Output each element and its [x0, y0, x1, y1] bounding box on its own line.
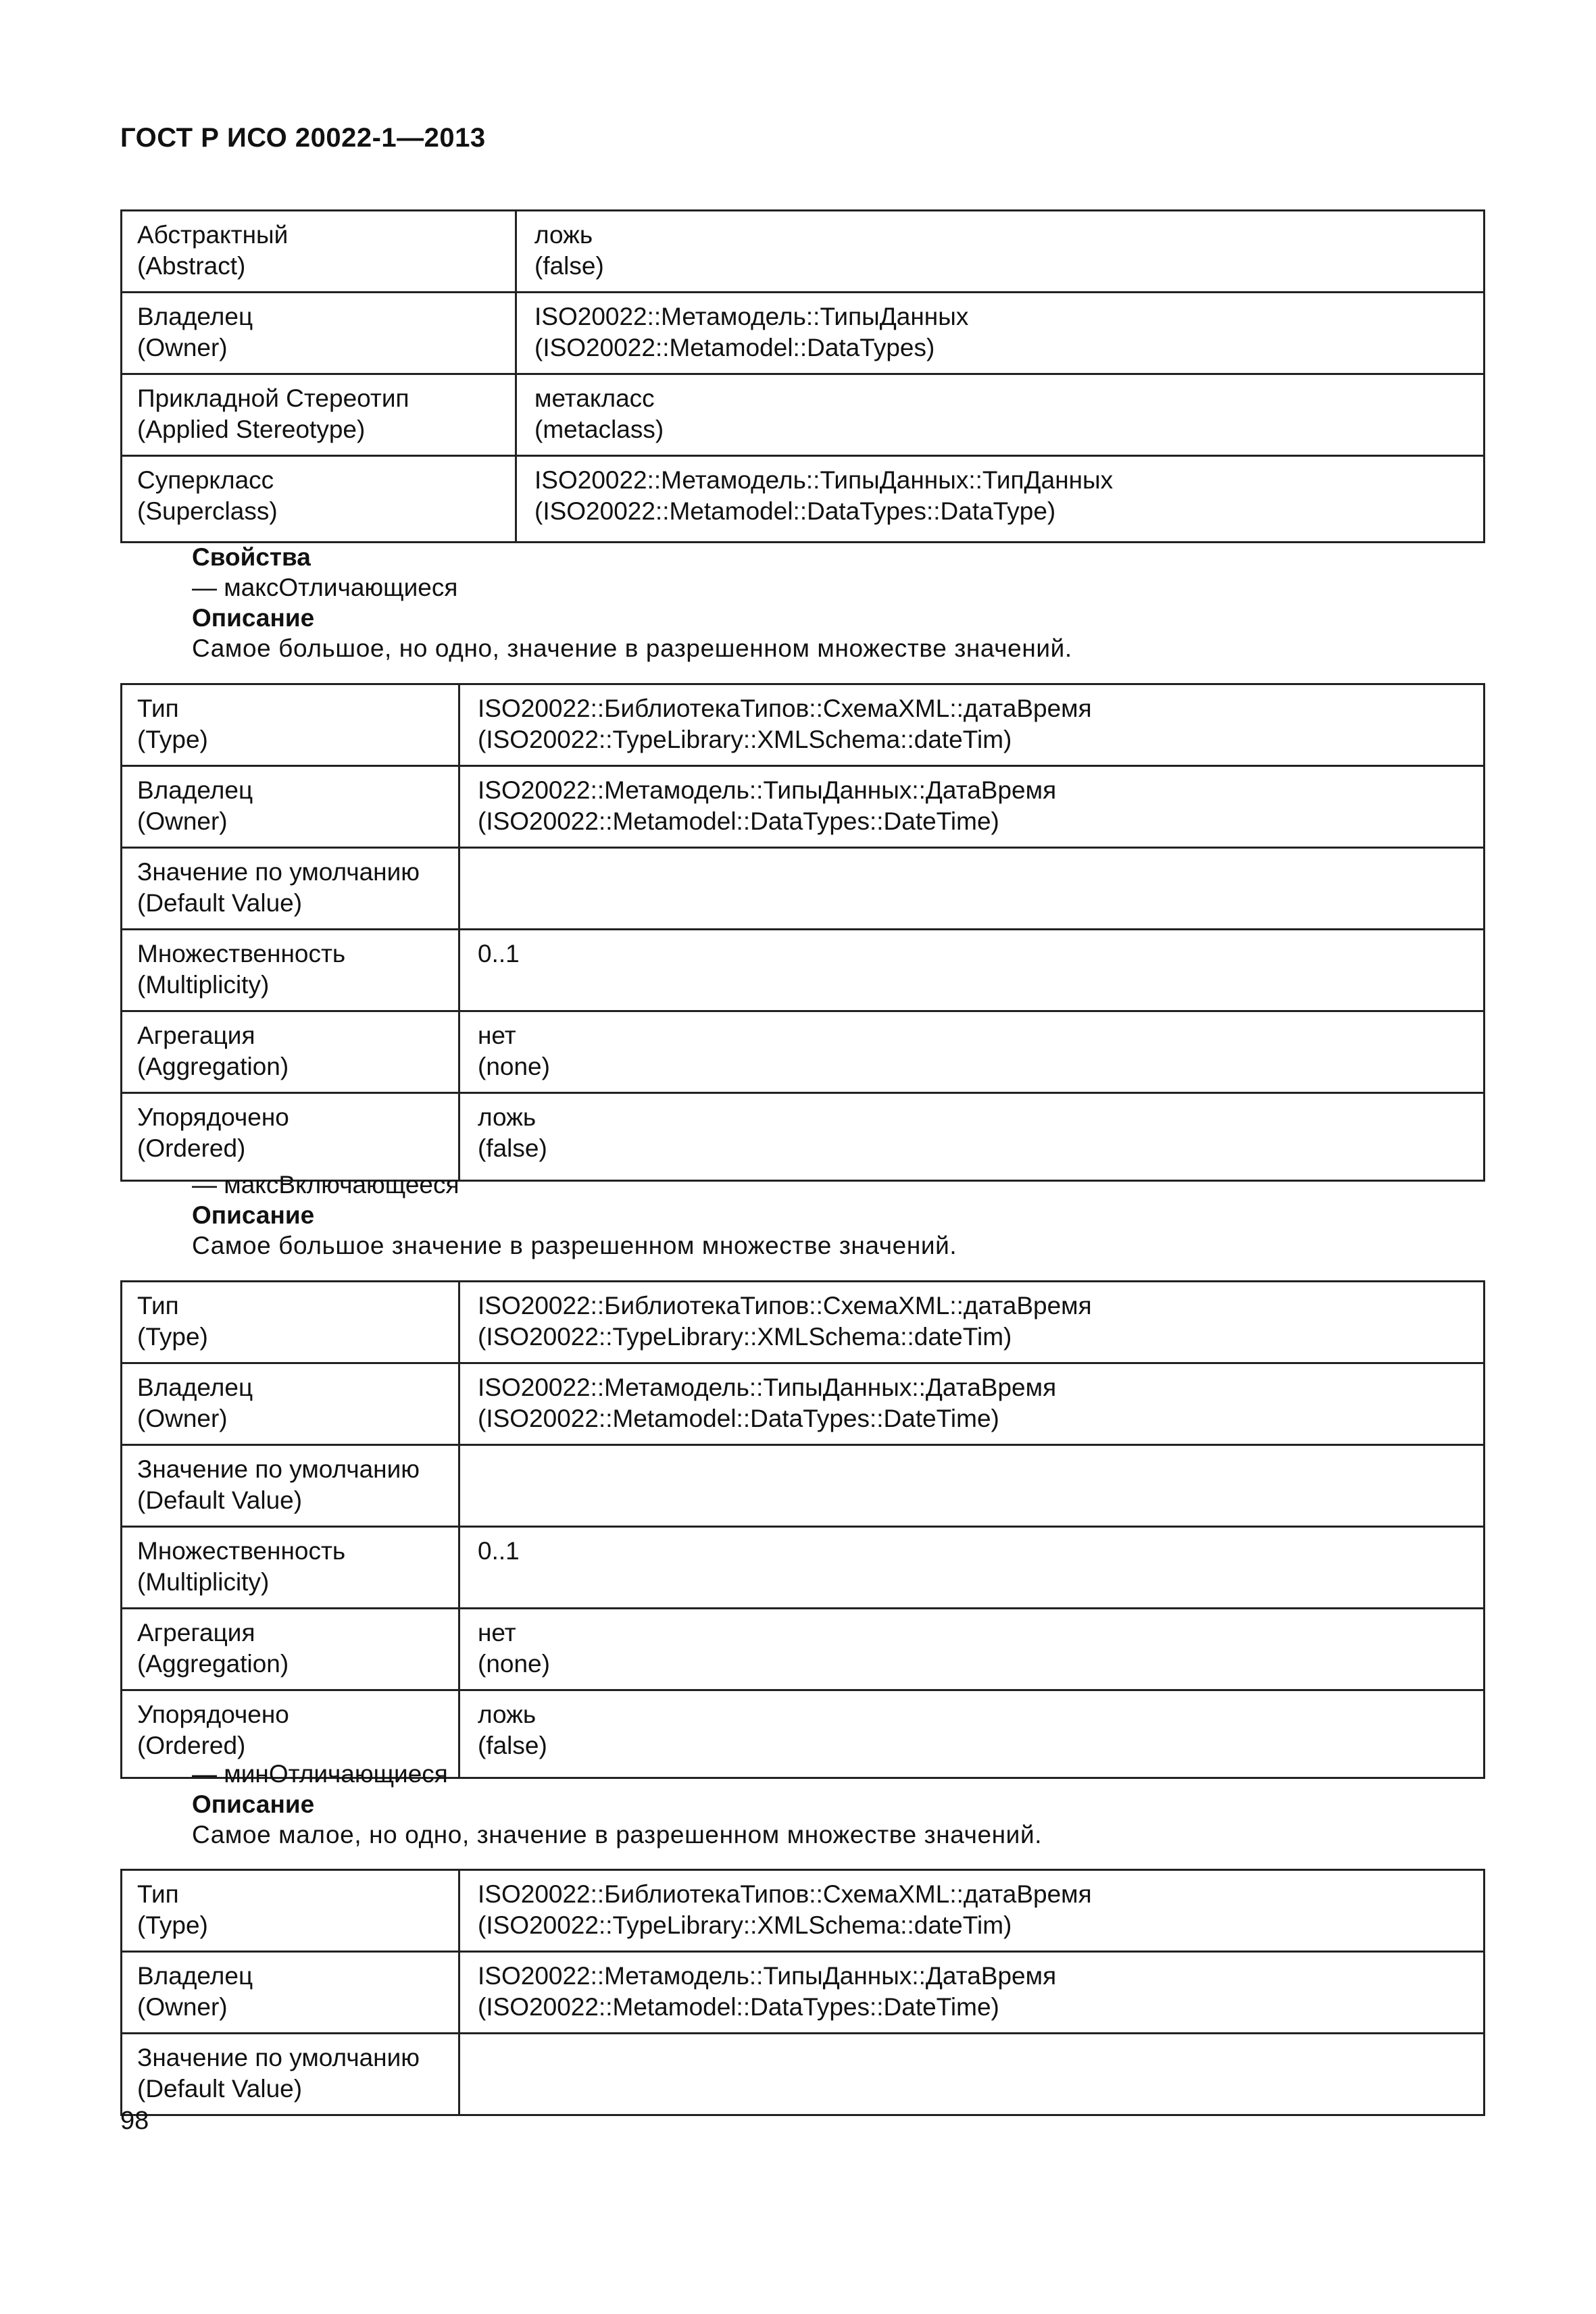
property-name: — максВключающееся [192, 1171, 459, 1199]
table-row [122, 1870, 1485, 1952]
description-text: Самое большое, но одно, значение в разрешенном множестве значений. [192, 634, 1072, 662]
row-label: Тип (Type) [122, 684, 459, 766]
row-label: Владелец (Owner) [122, 1952, 459, 2034]
row-value: ложь (false) [459, 1690, 1485, 1778]
table-row [122, 1445, 1485, 1527]
property-name: — максОтличающиеся [192, 574, 458, 601]
property-section [192, 542, 1072, 663]
table-row [122, 766, 1485, 848]
table-row [122, 848, 1485, 930]
row-value [459, 1445, 1485, 1527]
row-value: ISO20022::Метамодель::ТипыДанных::ТипДанных (ISO20022::Metamodel::DataTypes::DataType) [516, 456, 1485, 543]
description-text: Самое малое, но одно, значение в разрешенном множестве значений. [192, 1821, 1043, 1848]
table-row [122, 1363, 1485, 1445]
row-value: ISO20022::Метамодель::ТипыДанных::ДатаВремя (ISO20022::Metamodel::DataTypes::DateTime) [459, 766, 1485, 848]
row-label: Значение по умолчанию (Default Value) [122, 848, 459, 930]
row-value: метакласс (metaclass) [516, 374, 1485, 456]
row-label: Суперкласс (Superclass) [122, 456, 516, 543]
description-heading: Описание [192, 1790, 315, 1818]
row-value: ISO20022::Метамодель::ТипыДанных::ДатаВремя (ISO20022::Metamodel::DataTypes::DateTime) [459, 1363, 1485, 1445]
row-label: Упорядочено (Ordered) [122, 1690, 459, 1778]
row-value: нет (none) [459, 1011, 1485, 1093]
description-text: Самое большое значение в разрешенном множестве значений. [192, 1232, 957, 1259]
row-label: Агрегация (Aggregation) [122, 1609, 459, 1690]
row-value: 0..1 [459, 1527, 1485, 1609]
table-row [122, 1609, 1485, 1690]
row-value: нет (none) [459, 1609, 1485, 1690]
section-heading: Свойства [192, 543, 311, 571]
table-row [122, 374, 1485, 456]
row-value: ISO20022::БиблиотекаТипов::СхемаXML::датаВремя (ISO20022::TypeLibrary::XMLSchema::dateTim) [459, 684, 1485, 766]
row-value: ложь (false) [459, 1093, 1485, 1181]
table-row [122, 1093, 1485, 1181]
row-label: Значение по умолчанию (Default Value) [122, 2034, 459, 2115]
table-row [122, 211, 1485, 293]
row-label: Прикладной Стереотип (Applied Stereotype) [122, 374, 516, 456]
row-label: Значение по умолчанию (Default Value) [122, 1445, 459, 1527]
row-label: Тип (Type) [122, 1870, 459, 1952]
description-heading: Описание [192, 1201, 315, 1229]
row-label: Тип (Type) [122, 1282, 459, 1363]
row-value: ISO20022::Метамодель::ТипыДанных::ДатаВремя (ISO20022::Metamodel::DataTypes::DateTime) [459, 1952, 1485, 2034]
row-value: ISO20022::БиблиотекаТипов::СхемаXML::датаВремя (ISO20022::TypeLibrary::XMLSchema::dateTim) [459, 1870, 1485, 1952]
row-value [459, 848, 1485, 930]
document-header: ГОСТ Р ИСО 20022-1—2013 [120, 123, 486, 153]
row-value: ложь (false) [516, 211, 1485, 293]
row-value: ISO20022::Метамодель::ТипыДанных (ISO20022::Metamodel::DataTypes) [516, 293, 1485, 374]
page-number: 98 [120, 2107, 149, 2135]
table-row [122, 456, 1485, 543]
property-section [192, 1759, 1042, 1850]
row-label: Владелец (Owner) [122, 1363, 459, 1445]
max-exclusive-table [120, 683, 1485, 1182]
table-row [122, 293, 1485, 374]
row-label: Владелец (Owner) [122, 766, 459, 848]
row-label: Абстрактный (Abstract) [122, 211, 516, 293]
min-exclusive-table [120, 1869, 1485, 2116]
property-name: — минОтличающиеся [192, 1760, 448, 1788]
table-row [122, 930, 1485, 1011]
row-value [459, 2034, 1485, 2115]
table-row [122, 1952, 1485, 2034]
table-row [122, 2034, 1485, 2115]
table-row [122, 684, 1485, 766]
row-label: Упорядочено (Ordered) [122, 1093, 459, 1181]
table-row [122, 1282, 1485, 1363]
table-row [122, 1011, 1485, 1093]
property-section [192, 1169, 957, 1261]
row-value: 0..1 [459, 930, 1485, 1011]
row-label: Множественность (Multiplicity) [122, 930, 459, 1011]
description-heading: Описание [192, 604, 315, 632]
row-label: Владелец (Owner) [122, 293, 516, 374]
row-label: Агрегация (Aggregation) [122, 1011, 459, 1093]
table-row [122, 1527, 1485, 1609]
row-value: ISO20022::БиблиотекаТипов::СхемаXML::датаВремя (ISO20022::TypeLibrary::XMLSchema::dateTim) [459, 1282, 1485, 1363]
class-attributes-table [120, 209, 1485, 543]
max-inclusive-table [120, 1280, 1485, 1779]
row-label: Множественность (Multiplicity) [122, 1527, 459, 1609]
